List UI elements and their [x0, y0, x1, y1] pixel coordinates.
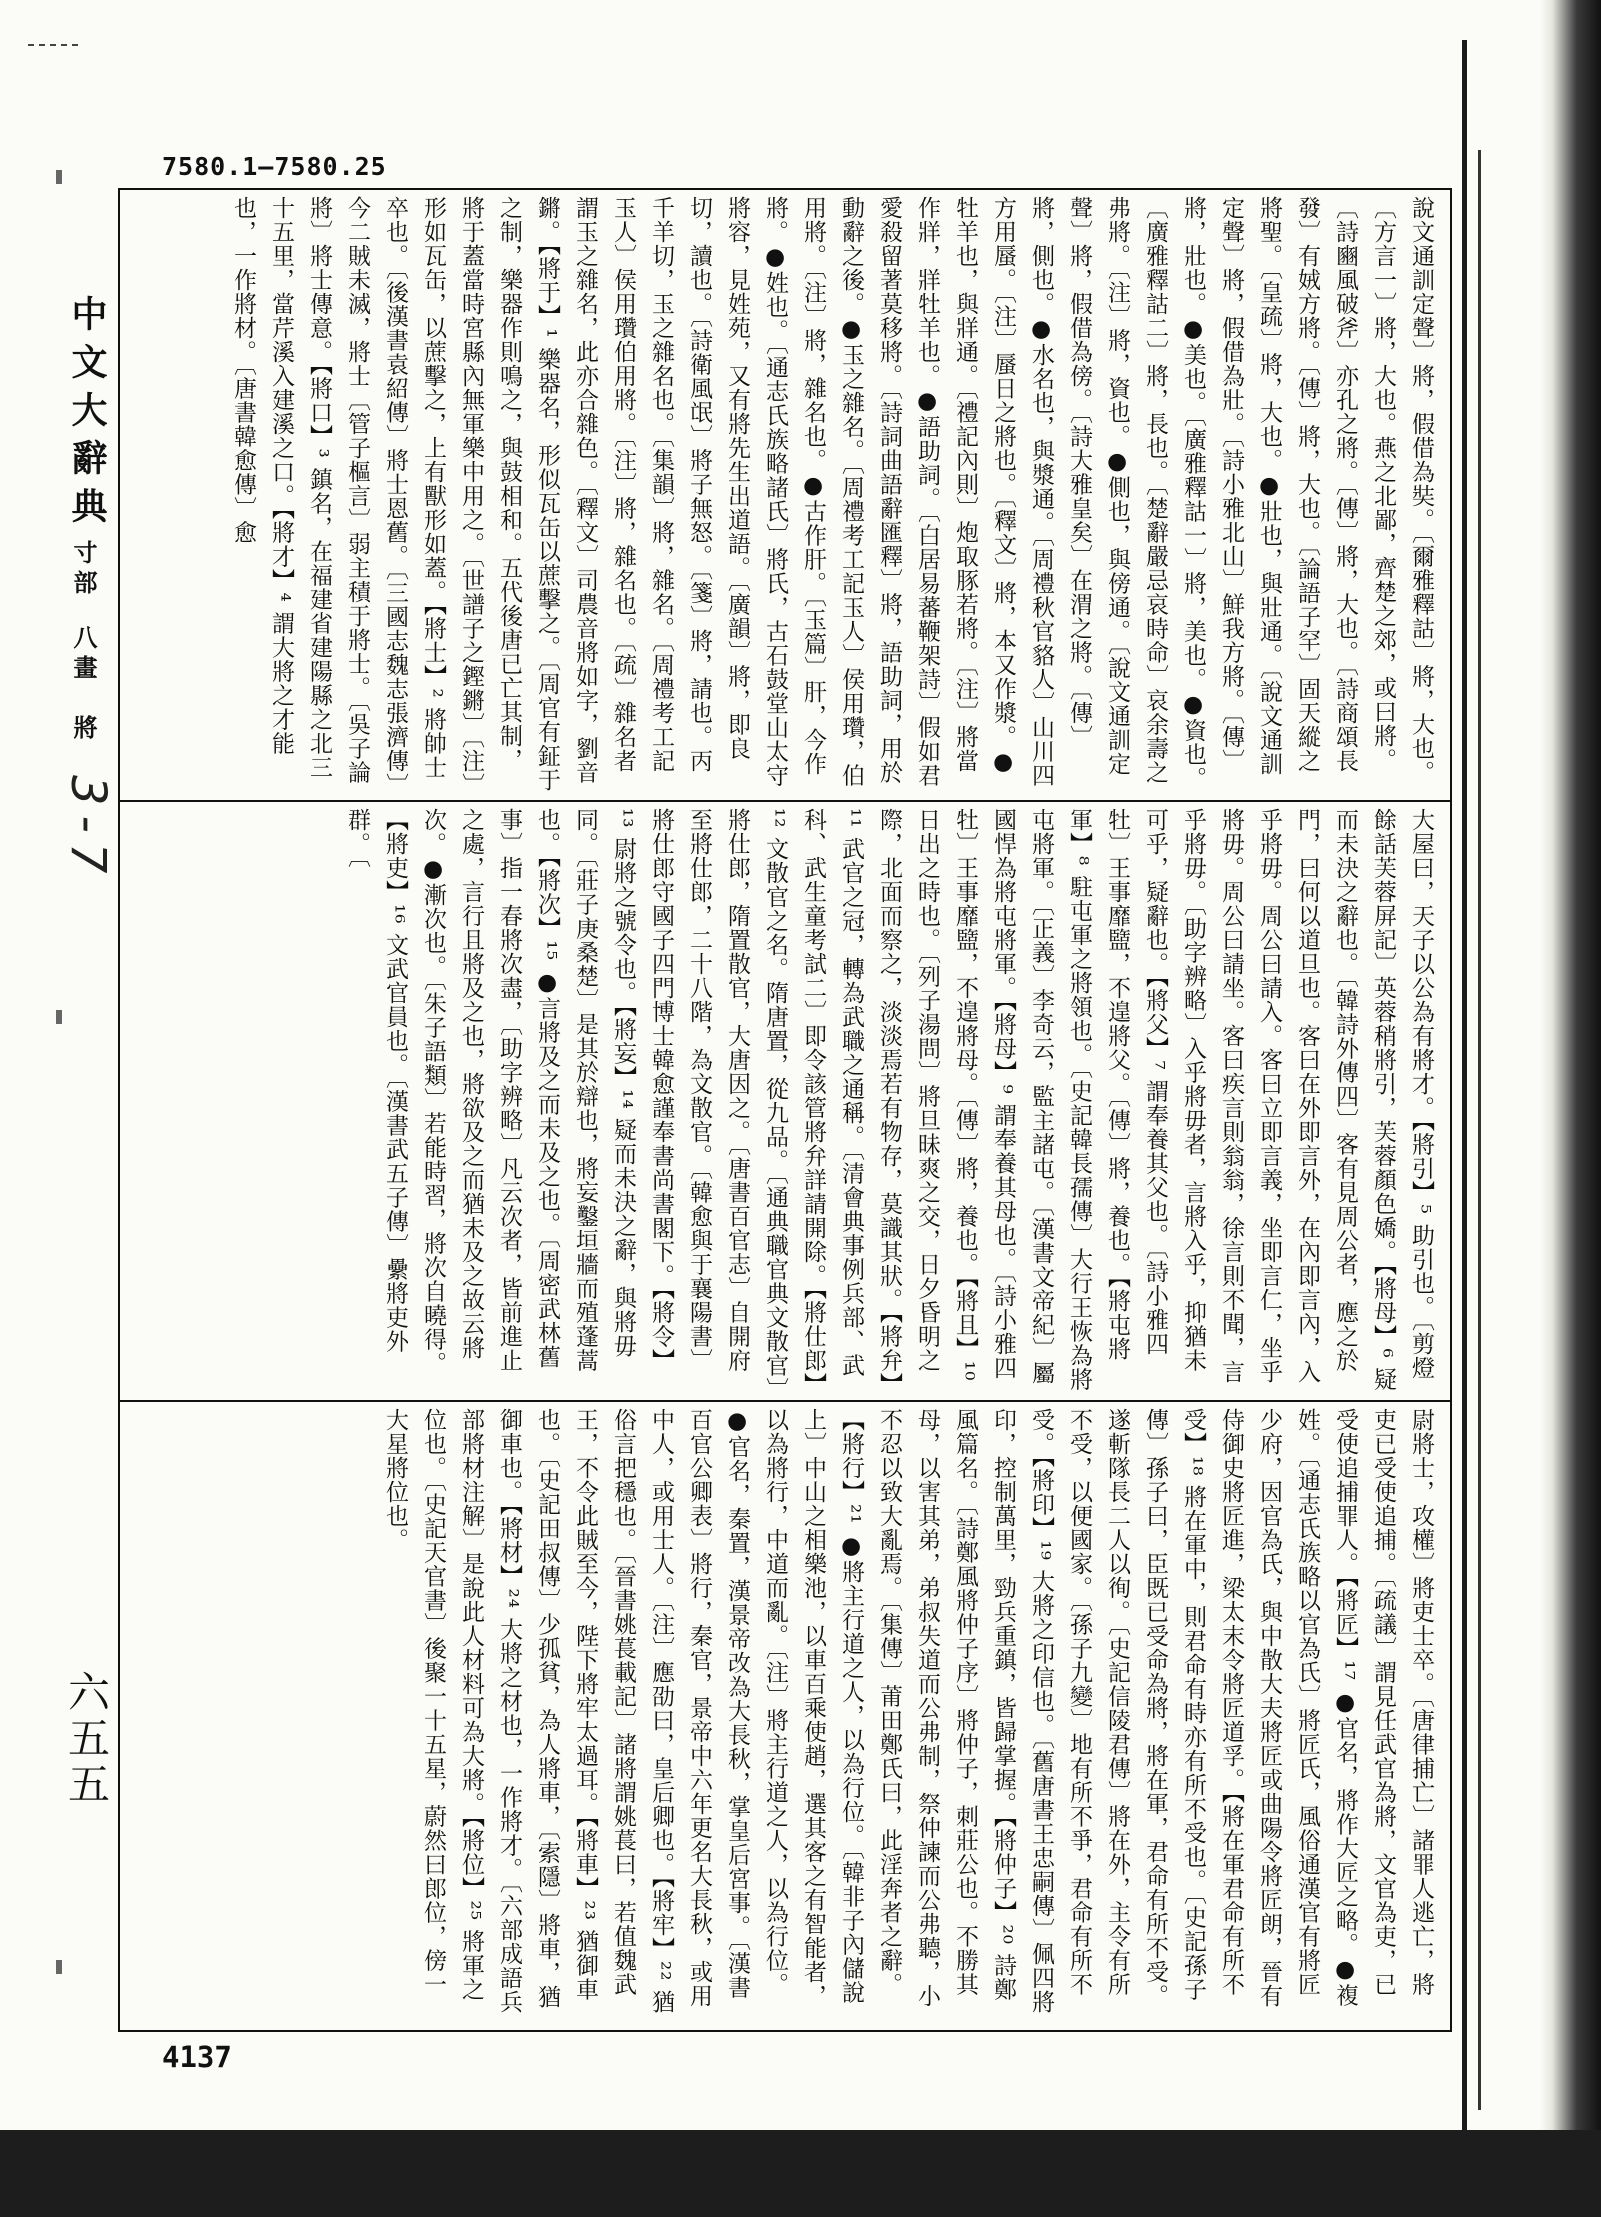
- radical-label: 寸部: [69, 540, 98, 600]
- entry-panel-bottom: [128, 1408, 1440, 2020]
- book-title: 中文大辭典: [66, 295, 108, 535]
- binding-edge: [1462, 40, 1467, 2130]
- book-spine-shadow: [1540, 0, 1601, 2217]
- entry-panel-top: [128, 196, 1440, 792]
- binding-edge: [1478, 150, 1481, 2110]
- scan-bottom-edge: [0, 2130, 1601, 2217]
- handwritten-note: 3-7: [60, 775, 116, 884]
- panel-text: 說文通訓定聲〕將，假借為奘。〔爾雅釋詁〕將，大也。〔方言一〕將，大也。燕之北鄙，齊楚之郊，或曰將。〔詩豳風破斧〕亦孔之將。〔傳〕將，大也。〔詩商頌長發〕有娀方將。〔傳〕將，大也。〔論語子罕〕固天縱之將聖。〔皇疏〕將，大也。●壯也，與壯通。〔說文通訓定聲〕將，假借為壯。〔詩小雅北山〕鮮我方將。〔傳〕將，壯也。●美也。〔廣雅釋詁一〕將，美也。●資也。〔廣雅釋詁二〕將，長也。〔楚辭嚴忌哀時命〕哀余壽之弗將。〔注〕將，資也。●側也，與傍通。〔說文通訓定聲〕將，假借為傍。〔詩大雅皇矣〕在渭之將。〔傳〕將，側也。●水名也，與漿通。〔周禮秋官貉人〕山川四方用蜃。〔注〕蜃日之將也。〔釋文〕將，本又作漿。●牡羊也，與牂通。〔禮記內則〕炮取豚若將。〔注〕將當作牂，牂牡羊也。●語助詞。〔白居易蕃鞭架詩〕假如君愛殺留著莫移將。〔詩詞曲語辭匯釋〕將，語助詞，用於動辭之後。●玉之雜名。〔周禮考工記玉人〕侯用瓚，伯用將。〔注〕將，雜名也。●古作肝。〔玉篇〕肝，今作將。●姓也。〔通志氏族略諸氏〕將氏，古石鼓堂山太守將容，見姓苑，又有將先生出道語。〔廣韻〕將，即良切，讀也。〔詩衛風氓〕將子無怒。〔箋〕將，請也。丙千羊切，玉之雜名也。〔集韻〕將，雜名。〔周禮考工記玉人〕侯用瓚伯用將。〔注〕將，雜名也。〔疏〕雜名者謂玉之雜名，此亦合雜色。〔釋文〕司農音將如字，劉音鏘。【將于】¹ 樂器名，形似瓦缶以蔗擊之。〔周官有鉦于之制，樂器作則鳴之，與鼓相和。五代後唐已亡其制，將于蓋當時宮縣內無軍樂中用之。〔世譜子之鏗鏘〕〔注〕形如瓦缶，以蔗擊之，上有獸形如蓋。【將士】² 將帥士卒也。〔後漢書袁紹傳〕將士恩舊。〔三國志魏志張濟傳〕今二賊未滅，將士〔管子樞言〕弱主積于將士。〔吳子論將〕將士傳意。【將口】³ 鎮名，在福建省建陽縣之北三十五里，當芹溪入建溪之口。【將才】⁴ 謂大將之才能也，一作將材。〔唐書韓愈傳〕愈: [230, 196, 1434, 792]
- margin-mark: [56, 170, 62, 184]
- stroke-count-label: 八畫: [69, 625, 98, 685]
- panel-text: 大屋曰，天子以公為有將才。【將引】⁵ 助引也。〔剪燈餘話芙蓉屏記〕英蓉稍將引，芙蓉顏色嬌。【將母】⁶ 疑而未決之辭也。〔韓詩外傳四〕客有見周公者，應之於門，曰何以道旦也。客曰在外即言外，在內即言內，入乎將毋。周公曰請入。客曰立即言義，坐即言仁，坐乎將毋。周公曰請坐。客曰疾言則翁翁，徐言則不聞，言乎將毋。〔助字辨略〕入乎將毋者，言將入乎，抑猶未可乎，疑辭也。【將父】⁷ 謂奉養其父也。〔詩小雅四牡〕王事靡盬，不遑將父。〔傳〕將，養也。【將屯將軍】⁸ 駐屯軍之將領也。〔史記韓長孺傳〕大行王恢為將屯將軍。〔正義〕李奇云，監主諸屯。〔漢書文帝紀〕屬國悍為將屯將軍。【將母】⁹ 謂奉養其母也。〔詩小雅四牡〕王事靡盬，不遑將母。〔傳〕將，養也。【將且】¹⁰ 日出之時也。〔列子湯問〕將旦昧爽之交，日夕昏明之際，北面而察之，淡淡焉若有物存，莫識其狀。【將弁】¹¹ 武官之冠，轉為武職之通稱。〔清會典事例兵部、武科、武生童考試二〕即令該管將弁詳請開除。【將仕郎】¹² 文散官之名。隋唐置，從九品。〔通典職官典文散官〕將仕郎，隋置散官，大唐因之。〔唐書百官志〕自開府至將仕郎，二十八階，為文散官。〔韓愈與于襄陽書〕將仕郎守國子四門博士韓愈謹奉書尚書閣下。【將令】¹³ 尉將之號令也。【將妄】¹⁴ 疑而未決之辭，與將毋同。〔莊子庚桑楚〕是其於辯也，將妄鑿垣牆而殖蓬蒿也。【將次】¹⁵ ●言將及之而未及之也。〔周密武林舊事〕指一春將次盡，〔助字辨略〕凡云次者，皆前進止之處，言行且將及之也，將欲及之而猶未及之故云將次。●漸次也。〔朱子語類〕若能時習，將次自曉得。【將吏】¹⁶ 文武官員也。〔漢書武五子傳〕纍將吏外群。〔: [344, 808, 1434, 1392]
- entry-range: 7580.1—7580.25: [162, 152, 387, 181]
- panel-text: 尉將士，攻權〕將吏士卒。〔唐律捕亡〕諸罪人逃亡，將吏已受使追捕。〔疏議〕謂見任武官為將，文官為吏，已受使追捕罪人。【將匠】¹⁷ ●官名，將作大匠之略。●複姓。〔通志氏族略以官為氏〕將匠氏，風俗通漢官有將匠少府，因官為氏，與中散大夫將匠或曲陽令將匠朗，晉有侍御史將匠進，梁太末令將匠道孚。【將在軍君命有所不受】¹⁸ 將在軍中，則君命有時亦有所不受也。〔史記孫子傳〕孫子曰，臣既已受命為將，將在軍，君命有所不受。遂斬隊長二人以徇。〔史記信陵君傳〕將在外，主令有所不受，以便國家。〔孫子九變〕地有所不爭，君命有所不受。【將印】¹⁹ 大將之印信也。〔舊唐書王忠嗣傳〕佩四將印，控制萬里，勁兵重鎮，皆歸掌握。【將仲子】²⁰ 詩鄭風篇名。〔詩鄭風將仲子序〕將仲子，刺莊公也。不勝其母，以害其弟，弟叔失道而公弗制，祭仲諫而公弗聽，小不忍以致大亂焉。〔集傳〕莆田鄭氏曰，此淫奔者之辭。【將行】²¹ ●將主行道之人，以為行位。〔韓非子內儲說上〕中山之相樂池，以車百乘使趙，選其客之有智能者，以為將行，中道而亂。〔注〕將主行道之人，以為行位。●官名，秦置，漢景帝改為大長秋，掌皇后宮事。〔漢書百官公卿表〕將行，秦官，景帝中六年更名大長秋，或用中人，或用士人。〔注〕應劭曰，皇后卿也。【將牢】²² 猶俗言把穩也。〔晉書姚萇載記〕諸將謂姚萇曰，若值魏武王，不令此賊至今，陛下將牢太過耳。【將車】²³ 猶御車也。〔史記田叔傳〕少孤貧，為人將車，〔索隱〕將車，猶御車也。【將材】²⁴ 大將之材也，一作將才。〔六部成語兵部將材注解〕是說此人材料可為大將。【將位】²⁵ 將軍之位也。〔史記天官書〕後聚一十五星，蔚然曰郎位，傍一大星將位也。: [382, 1408, 1434, 2014]
- page-number-chinese: 六五五: [62, 1670, 111, 1808]
- page-number: 4137: [162, 2040, 232, 2074]
- panel-divider: [118, 800, 1450, 802]
- margin-mark: [56, 1960, 62, 1974]
- panel-divider: [118, 1400, 1450, 1402]
- head-character: 將: [69, 715, 98, 739]
- margin-mark: [56, 1010, 62, 1024]
- corner-mark: [28, 44, 78, 48]
- entry-panel-middle: [128, 808, 1440, 1392]
